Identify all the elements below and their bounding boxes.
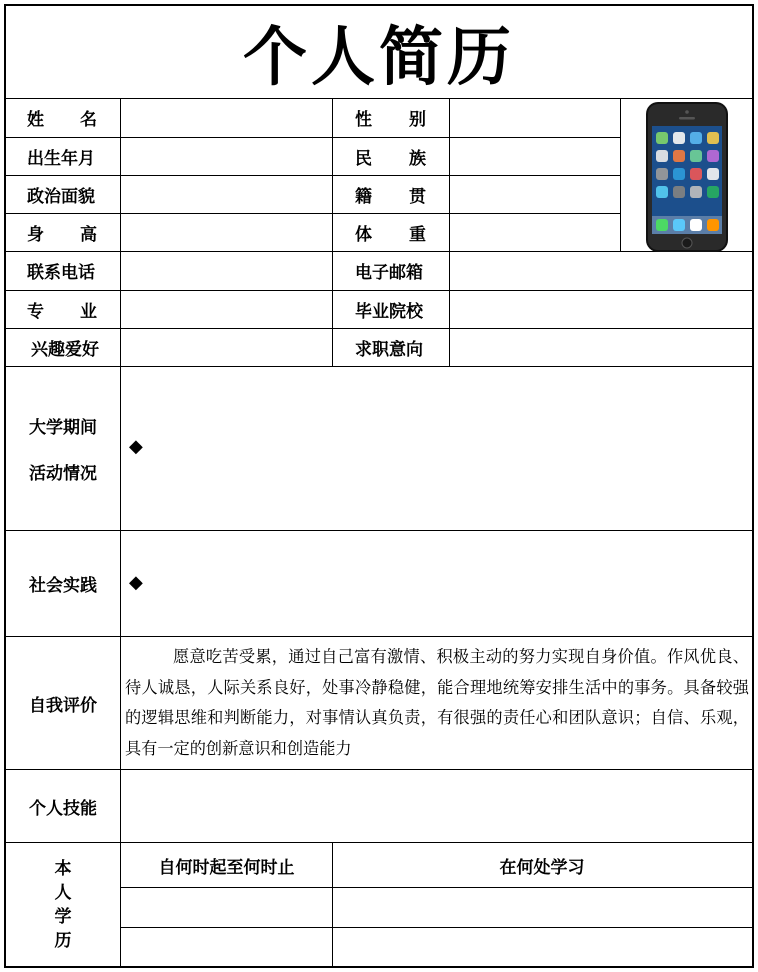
activity-content[interactable] (121, 367, 751, 530)
label-education-history: 本 人 学 历 (54, 859, 72, 951)
education-place-header: 在何处学习 (499, 857, 585, 878)
political-value[interactable] (121, 176, 332, 213)
ethnicity-value[interactable] (450, 138, 620, 175)
weight-value[interactable] (450, 214, 620, 251)
label-gender: 性 别 (355, 110, 426, 130)
education-place-row-1[interactable] (333, 888, 751, 927)
page-title: 个人简历 (243, 20, 515, 95)
birth-value[interactable] (121, 138, 332, 175)
school-value[interactable] (450, 291, 751, 328)
label-activity-line2: 活动情况 (29, 463, 97, 484)
gender-value[interactable] (450, 99, 620, 137)
label-self-evaluation: 自我评价 (29, 695, 97, 716)
native-place-value[interactable] (450, 176, 620, 213)
education-period-row-2[interactable] (121, 928, 332, 966)
label-activity-line1: 大学期间 (29, 417, 97, 438)
label-political: 政治面貌 (27, 186, 95, 207)
label-height: 身 高 (27, 224, 97, 245)
email-value[interactable] (450, 252, 751, 290)
photo-cell (621, 100, 751, 252)
education-period-header: 自何时起至何时止 (158, 857, 295, 878)
name-value[interactable] (121, 99, 332, 137)
major-value[interactable] (121, 291, 332, 328)
label-ethnicity: 民 族 (355, 148, 426, 169)
label-major: 专 业 (27, 301, 97, 322)
hobby-value[interactable] (121, 329, 332, 366)
job-intention-value[interactable] (450, 329, 751, 366)
label-phone: 联系电话 (27, 263, 95, 283)
height-value[interactable] (121, 214, 332, 251)
skills-content[interactable] (121, 770, 751, 842)
label-hobby: 兴趣爱好 (31, 339, 99, 360)
education-place-row-2[interactable] (333, 928, 751, 966)
label-school: 毕业院校 (355, 301, 423, 322)
smartphone-photo-icon (621, 100, 751, 252)
education-period-row-1[interactable] (121, 888, 332, 927)
label-weight: 体 重 (355, 224, 426, 245)
phone-value[interactable] (121, 252, 332, 290)
label-birth: 出生年月 (27, 148, 95, 169)
self-evaluation-text: 愿意吃苦受累，通过自己富有激情、积极主动的努力实现自身价值。作风优良、待人诚恳，人际关系良好，处事冷静稳健，能合理地统筹安排生活中的事务。具备较强的逻辑思维和判断能力，对事情认真负责，有很强的责任心和团队意识；自信、乐观，具有一定的创新意识和创造能力 (125, 647, 749, 758)
practice-bullet-icon: ◆ (129, 572, 143, 593)
label-name: 姓 名 (27, 110, 97, 130)
label-native-place: 籍 贯 (355, 186, 426, 207)
practice-content[interactable] (121, 531, 751, 636)
label-practice: 社会实践 (29, 576, 97, 596)
activity-bullet-icon: ◆ (129, 436, 143, 457)
label-skills: 个人技能 (29, 798, 97, 819)
label-job-intention: 求职意向 (355, 339, 423, 360)
label-email: 电子邮箱 (355, 263, 423, 283)
